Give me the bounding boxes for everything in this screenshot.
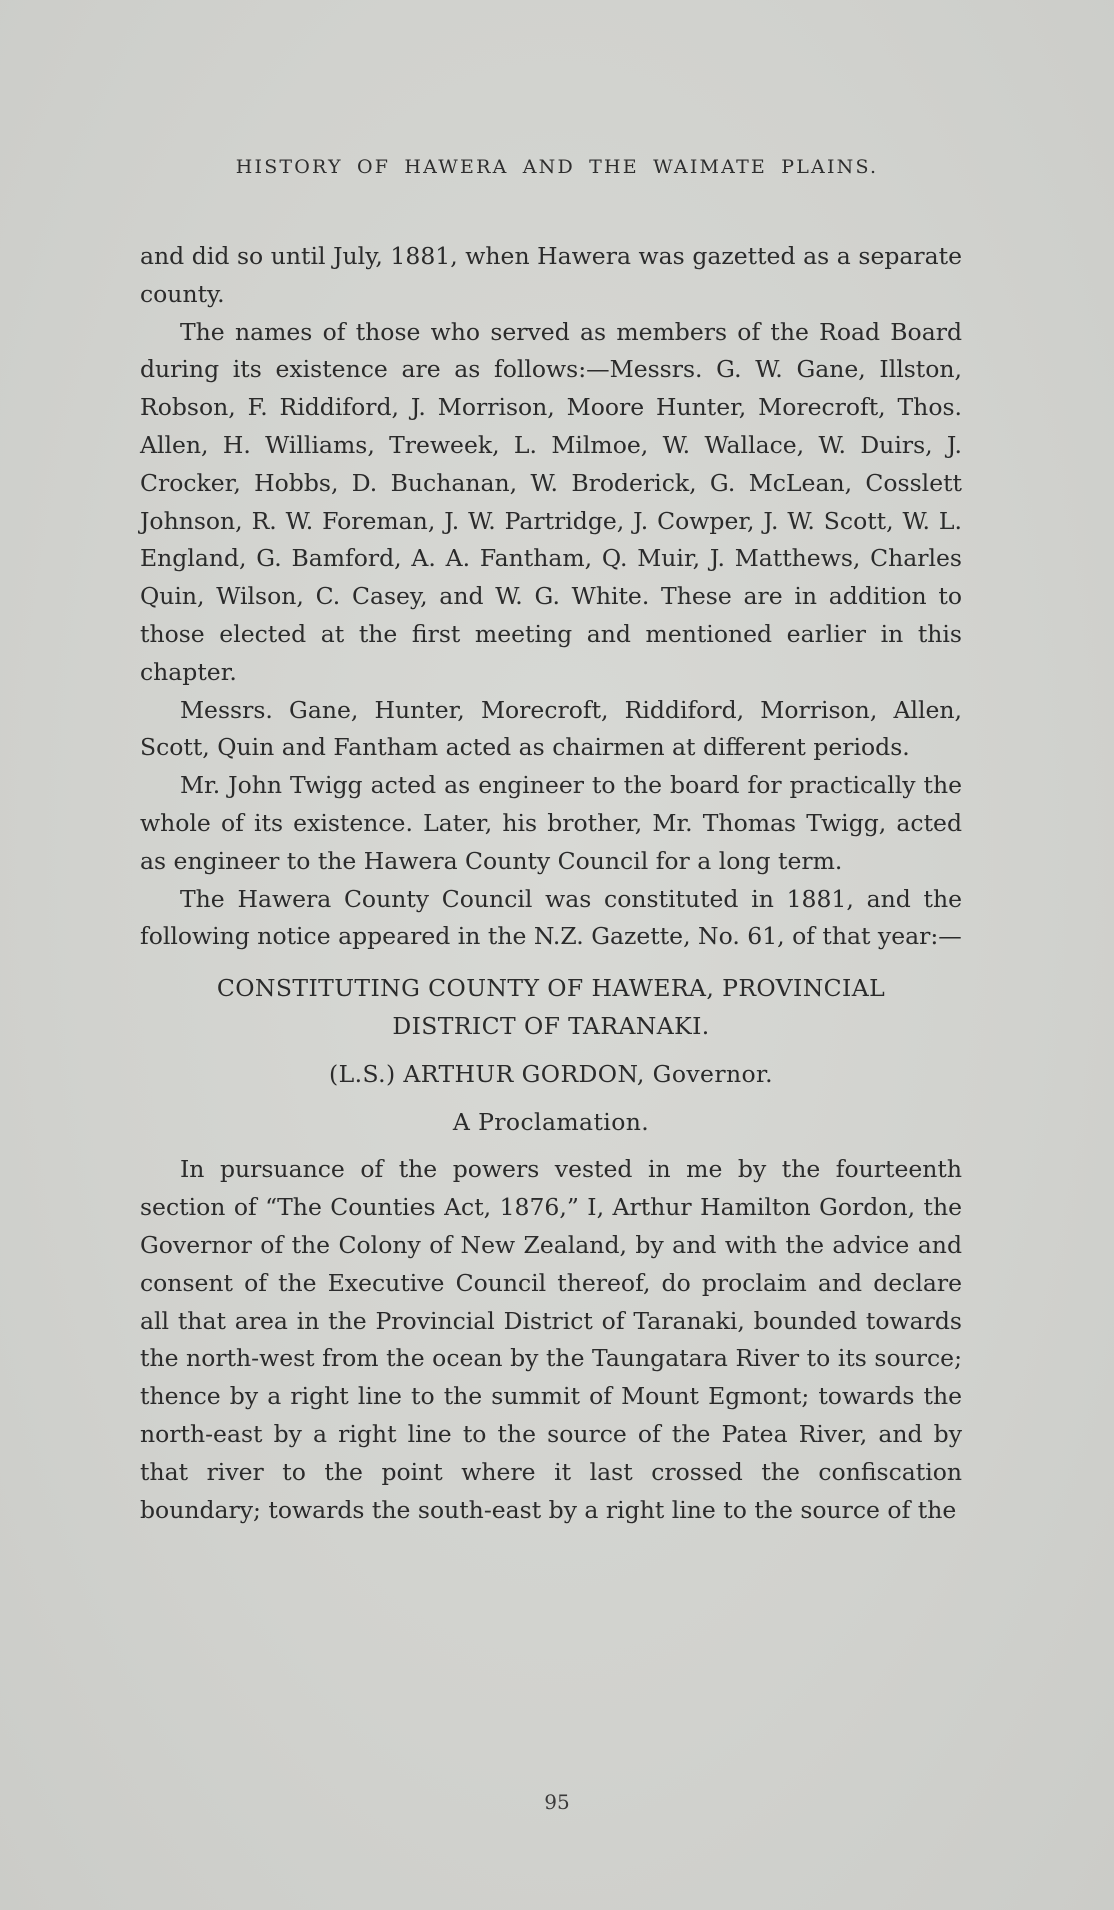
proclamation-heading-line2: DISTRICT OF TARANAKI.	[392, 1011, 710, 1040]
paragraph-road-board-members: The names of those who served as members of the Road Board during its existence are as follows:—Messrs. G. W. Gane, Illston, Robson, F. Riddiford, J. Morrison, Moore Hunter, Morecroft, Thos. Allen, H. Williams, Treweek, L. Milmoe, W. Wallace, W. Duirs, J. Crocker, Hobbs, D. Buchanan, W. Broderick, G. McLean, Cosslett Johnson, R. W. Foreman, J. W. Partridge, J. Cowper, J. W. Scott, W. L. England, G. Bamford, A. A. Fantham, Q. Muir, J. Matthews, Charles Quin, Wilson, C. Casey, and W. G. White. These are in addition to those elected at the first meeting and mentioned earlier in this chapter.	[140, 317, 962, 686]
proclamation-body: In pursuance of the powers vested in me by the fourteenth section of “The Counties Act, 1876,” I, Arthur Hamilton Gordon, the Governor of the Colony of New Zealand, by and with the advice and consent of the Executive Council thereof, do proclaim and declare all that area in the Provincial District of Taranaki, bounded towards the north-west from the ocean by the Taungatara River to its source; thence by a right line to the summit of Mount Egmont; towards the north-east by a right line to the source of the Patea River, and by that river to the point where it last crossed the confiscation boundary; towards the south-east by a right line to the source of the	[140, 1155, 962, 1524]
proclamation-signatory: (L.S.) ARTHUR GORDON, Governor.	[329, 1059, 773, 1088]
paragraph-continuation: and did so until July, 1881, when Hawera was gazetted as a separate county.	[140, 242, 962, 308]
paragraph-county-council: The Hawera County Council was constituted in 1881, and the following notice appeared in the N.Z. Gazette, No. 61, of that year:—	[140, 884, 962, 951]
body-text	[140, 238, 962, 1529]
proclamation-heading-line1: CONSTITUTING COUNTY OF HAWERA, PROVINCIAL	[216, 974, 886, 1003]
paragraph-chairmen: Messrs. Gane, Hunter, Morecroft, Riddiford, Morrison, Allen, Scott, Quin and Fantham acted as chairmen at different periods.	[140, 695, 962, 762]
running-head: HISTORY OF HAWERA AND THE WAIMATE PLAINS.	[235, 156, 879, 178]
paragraph-engineers: Mr. John Twigg acted as engineer to the board for practically the whole of its existence. Later, his brother, Mr. Thomas Twigg, acted as engineer to the Hawera County Council for a long term.	[140, 771, 962, 875]
page-number: 95	[544, 1790, 570, 1814]
proclamation-title: A Proclamation.	[452, 1107, 650, 1136]
